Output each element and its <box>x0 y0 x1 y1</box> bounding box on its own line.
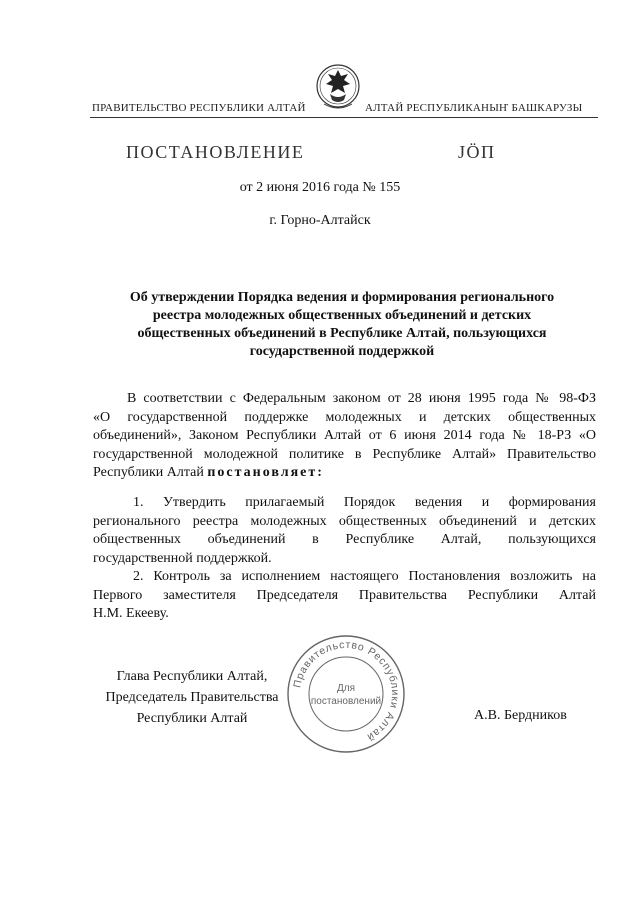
preamble-line: В соответствии с Федеральным законом от 28 июня 1995 года № 98-ФЗ <box>127 391 596 406</box>
stamp-outer-text: Правительство Республики Алтай <box>291 638 402 744</box>
item-line: Первого заместителя Председателя Правительства Республики Алтай <box>93 587 596 603</box>
signer-position-line: Глава Республики Алтай, <box>116 669 268 684</box>
government-name-ru: ПРАВИТЕЛЬСТВО РЕСПУБЛИКИ АЛТАЙ <box>92 102 306 114</box>
decree-item-1 <box>93 494 596 568</box>
preamble-line: государственной молодежной политике в Республике Алтай» Правительство <box>93 446 596 462</box>
decree-item-2 <box>93 568 596 624</box>
title-line: Об утверждении Порядка ведения и формирования регионального <box>129 290 555 305</box>
stamp-inner-text-1: Для <box>336 683 356 694</box>
decree-word: постановляет: <box>207 465 324 480</box>
signer-position-line: Председатель Правительства <box>105 690 279 705</box>
stamp-inner-text-2: постановлений <box>310 696 382 707</box>
signer-position-line: Республики Алтай <box>136 711 248 726</box>
item-line: регионального реестра молодежных общественных объединений и детских <box>93 513 596 529</box>
item-line: Н.М. Екееву. <box>93 606 169 621</box>
coat-of-arms-icon <box>314 60 362 116</box>
preamble-paragraph <box>93 390 596 483</box>
header-divider <box>90 117 598 118</box>
item-line: 2. Контроль за исполнением настоящего Постановления возложить на <box>133 569 596 584</box>
preamble-last-text: Республики Алтай <box>93 465 208 480</box>
document-date-number: от 2 июня 2016 года № 155 <box>239 180 401 195</box>
title-line: общественных объединений в Республике Алтай, пользующихся <box>137 326 547 341</box>
signer-name: А.В. Бердников <box>474 708 567 723</box>
doc-type-ru: ПОСТАНОВЛЕНИЕ <box>126 142 305 162</box>
preamble-line <box>93 464 596 483</box>
document-title <box>100 289 584 361</box>
official-stamp <box>285 633 407 755</box>
title-line: государственной поддержкой <box>249 344 435 359</box>
signer-position <box>92 666 292 729</box>
document-city: г. Горно-Алтайск <box>269 213 371 228</box>
item-line: общественных объединений в Республике Алтай, пользующихся <box>93 532 596 547</box>
item-line: 1. Утвердить прилагаемый Порядок ведения и формирования <box>133 495 596 510</box>
preamble-line: «О государственной поддержке молодежных и детских общественных <box>93 409 596 425</box>
government-name-altai: АЛТАЙ РЕСПУБЛИКАНЫҤ БАШКАРУЗЫ <box>365 102 583 114</box>
item-line: государственной поддержкой. <box>93 550 272 566</box>
preamble-line: объединений», Законом Республики Алтай от 6 июня 2014 года № 18-РЗ «О <box>93 428 596 443</box>
title-line: реестра молодежных общественных объединений и детских <box>152 308 532 323</box>
doc-type-altai: ЈӦП <box>458 142 496 162</box>
